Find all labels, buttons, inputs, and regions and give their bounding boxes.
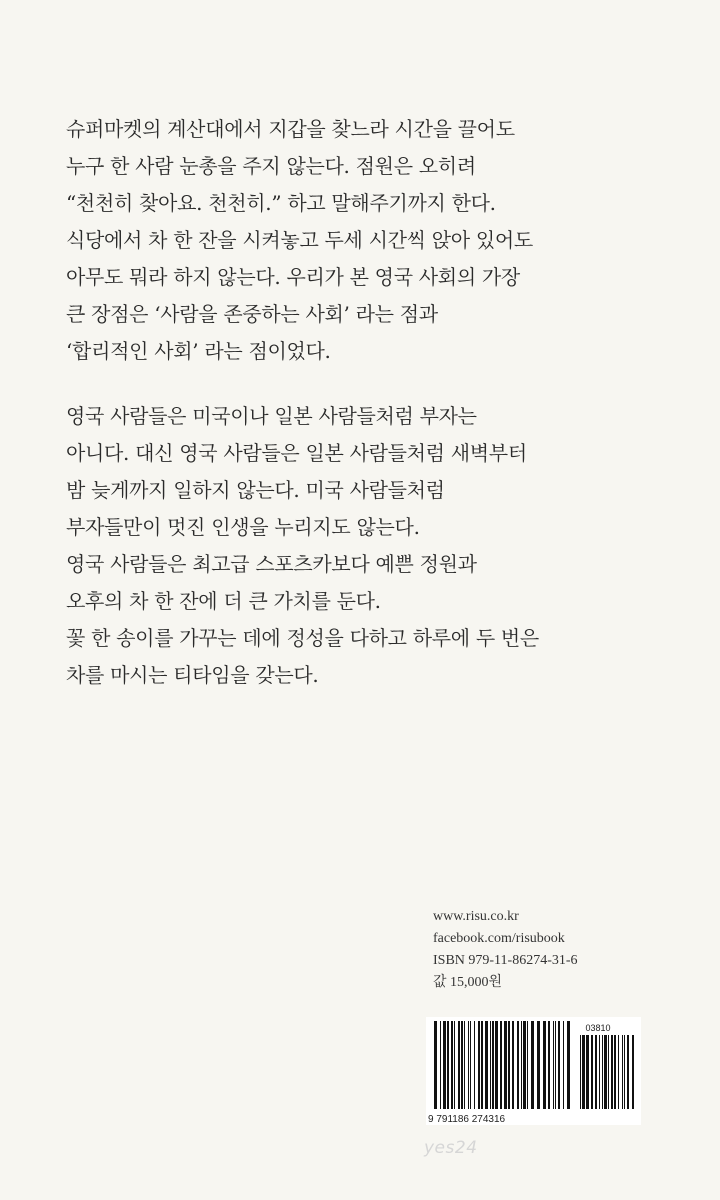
barcode-graphic [426,1017,641,1125]
text-line: 누구 한 사람 눈총을 주지 않는다. 점원은 오히려 [66,154,476,178]
facebook-url: facebook.com/risubook [433,931,565,946]
barcode-bar [454,1021,455,1109]
barcode-bar [508,1021,510,1109]
barcode-bar [490,1021,491,1109]
barcode-bar [461,1021,463,1109]
barcode-bar [548,1021,550,1109]
barcode-bar [512,1021,514,1109]
barcode-bar [582,1035,585,1109]
barcode-bar [595,1035,597,1109]
text-line: 꽃 한 송이를 가꾸는 데에 정성을 다하고 하루에 두 번은 [66,626,539,650]
paragraph-1 [66,111,533,370]
barcode-bar [558,1021,560,1109]
isbn-barcode [426,1017,641,1125]
barcode-bar [478,1021,480,1109]
text-line: 오후의 차 한 잔에 더 큰 가치를 둔다. [66,589,381,613]
text-line: 영국 사람들은 최고급 스포츠카보다 예쁜 정원과 [66,552,477,576]
barcode-bar [492,1021,494,1109]
text-line: 슈퍼마켓의 계산대에서 지갑을 찾느라 시간을 끌어도 [66,117,515,141]
barcode-bar [468,1021,469,1109]
barcode-bar [531,1021,534,1109]
barcode-bar [627,1035,629,1109]
barcode-bar [504,1021,507,1109]
isbn: ISBN 979-11-86274-31-6 [433,953,578,968]
barcode-bar [580,1035,581,1109]
barcode-bar [602,1035,603,1109]
barcode-bar [624,1035,625,1109]
barcode-bar [458,1021,460,1109]
text-line: 아니다. 대신 영국 사람들은 일본 사람들처럼 새벽부터 [66,441,527,465]
barcode-bar [434,1021,437,1109]
barcode-bar [464,1021,465,1109]
barcode-bar [447,1021,449,1109]
barcode-bar [553,1021,554,1109]
text-line: 밤 늦게까지 일하지 않는다. 미국 사람들처럼 [66,478,445,502]
barcode-bar [543,1021,546,1109]
text-line: 차를 마시는 티타임을 갖는다. [66,663,319,687]
barcode-bar [440,1021,441,1109]
barcode-bar [517,1021,519,1109]
barcode-bar [618,1035,619,1109]
barcode-bar [555,1021,556,1109]
publisher-info [433,906,578,994]
barcode-bar [591,1035,593,1109]
barcode-bar [451,1021,453,1109]
barcode-price-code: 03810 [585,1023,611,1033]
text-line: 큰 장점은 ‘사람을 존중하는 사회’ 라는 점과 [66,302,438,326]
barcode-bar [537,1021,540,1109]
barcode-bar [563,1021,564,1109]
barcode-bar [567,1021,570,1109]
paragraph-2 [66,398,539,694]
watermark-logo: yes24 [424,1138,478,1158]
barcode-bar [611,1035,613,1109]
text-line: “천천히 찾아요. 천천히.” 하고 말해주기까지 한다. [66,191,496,215]
text-line: 식당에서 차 한 잔을 시켜놓고 두세 시간씩 앉아 있어도 [66,228,533,252]
barcode-bar [481,1021,483,1109]
barcode-bar [586,1035,589,1109]
text-line: 아무도 뭐라 하지 않는다. 우리가 본 영국 사회의 가장 [66,265,520,289]
barcode-bar [599,1035,600,1109]
price: 값 15,000원 [433,975,503,990]
text-line: ‘합리적인 사회’ 라는 점이었다. [66,339,331,363]
barcode-bar [521,1021,522,1109]
text-line: 부자들만이 멋진 인생을 누리지도 않는다. [66,515,420,539]
barcode-bar [614,1035,616,1109]
barcode-bar [474,1021,475,1109]
barcode-bar [527,1021,528,1109]
barcode-bar [495,1021,498,1109]
text-line: 영국 사람들은 미국이나 일본 사람들처럼 부자는 [66,404,477,428]
barcode-bar [523,1021,526,1109]
barcode-bar [604,1035,607,1109]
barcode-bar [500,1021,502,1109]
barcode-bar [485,1021,488,1109]
barcode-digits: 9 791186 274316 [428,1114,506,1125]
barcode-bar [470,1021,471,1109]
website-url: www.risu.co.kr [433,909,519,924]
barcode-bar [608,1035,609,1109]
barcode-bar [622,1035,623,1109]
barcode-bar [632,1035,634,1109]
barcode-bar [443,1021,446,1109]
